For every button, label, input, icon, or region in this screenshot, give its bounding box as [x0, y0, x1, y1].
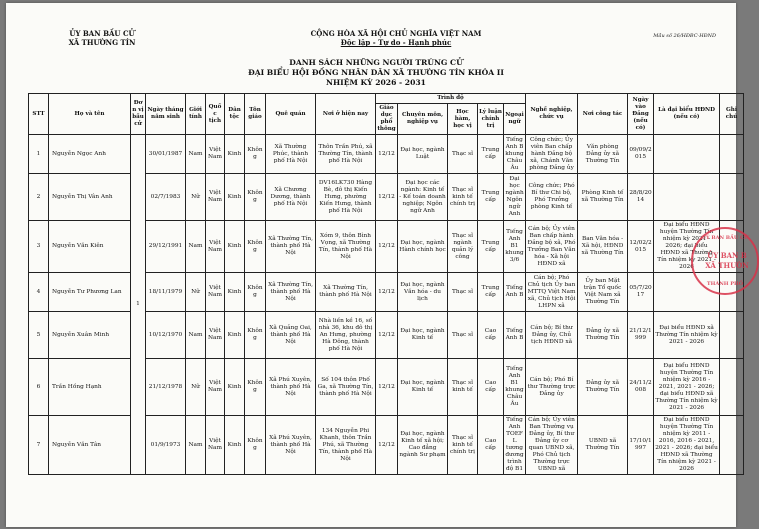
cell-hometown: Xã Thường Phúc, thành phố Hà Nội: [266, 135, 316, 174]
cell-degree: Thạc sĩ kinh tế chính trị: [448, 416, 478, 475]
cell-degree: Thạc sĩ ngành quản lý công: [448, 221, 478, 273]
title-line-2: ĐẠI BIỂU HỘI ĐỒNG NHÂN DÂN XÃ THƯỜNG TÍN KHÓA II: [248, 68, 504, 77]
col-political: Lý luận chính trị: [478, 104, 504, 135]
cell-ethnicity: Kinh: [225, 359, 245, 416]
header-row-1: [29, 94, 744, 104]
cell-occupation: Cán bộ; Bí thư Đảng ủy, Chủ tịch HĐND xã: [526, 312, 578, 359]
national-motto: [256, 29, 536, 47]
cell-dob: 21/12/1978: [146, 359, 186, 416]
cell-language: Tiếng Anh B khung Châu Âu: [504, 135, 526, 174]
cell-workplace: Đảng ủy xã Thường Tín: [578, 359, 628, 416]
cell-stt: 4: [29, 273, 49, 312]
cell-hometown: Xã Thường Tín, thành phố Hà Nội: [266, 221, 316, 273]
cell-party-date: 12/02/2015: [628, 221, 654, 273]
cell-delegate: [654, 174, 720, 221]
col-name: Họ và tên: [49, 94, 131, 135]
col-occupation: Nghề nghiệp, chức vụ: [526, 94, 578, 135]
cell-political: Trung cấp: [478, 135, 504, 174]
cell-occupation: Cán bộ; Ủy viên Ban Thường vụ Đảng ủy, Bí thư Đảng ủy cơ quan UBND xã, Phó Chủ tịch Thường trực UBND xã: [526, 416, 578, 475]
col-party-date: Ngày vào Đảng (nếu có): [628, 94, 654, 135]
cell-note: [720, 174, 744, 221]
cell-ethnicity: Kinh: [225, 174, 245, 221]
cell-workplace: Ủy ban Mặt trận Tổ quốc Việt Nam xã Thường Tín: [578, 273, 628, 312]
cell-residence: Thôn Trần Phú, xã Thường Tín, thành phố Hà Nội: [316, 135, 376, 174]
title-line-3: NHIỆM KỲ 2026 - 2031: [326, 78, 426, 87]
title-line-1: DANH SÁCH NHỮNG NGƯỜI TRÚNG CỬ: [289, 58, 463, 67]
col-unit: Đơn vị bầu cử: [131, 94, 146, 135]
col-nationality: Quốc tịch: [206, 94, 225, 135]
cell-religion: Không: [245, 416, 266, 475]
cell-gender: Nữ: [186, 174, 206, 221]
cell-residence: DV16LK730 Hàng Bè, đô thị Kiến Hưng, phường Kiến Hưng, thành phố Hà Nội: [316, 174, 376, 221]
cell-delegate: Đại biểu HĐND huyện Thường Tín nhiệm kỳ 2016 - 2021, 2021 - 2026; đại biểu HĐND xã Thường Tín nhiệm kỳ 2021 - 2026: [654, 359, 720, 416]
cell-general-edu: 12/12: [376, 312, 398, 359]
cell-hometown: Xã Chương Dương, thành phố Hà Nội: [266, 174, 316, 221]
cell-nationality: Việt Nam: [206, 174, 225, 221]
cell-workplace: Đảng ủy xã Thường Tín: [578, 312, 628, 359]
cell-political: Cao cấp: [478, 312, 504, 359]
cell-unit: 1: [131, 135, 146, 475]
cell-gender: Nam: [186, 221, 206, 273]
cell-workplace: Văn phòng Đảng ủy xã Thường Tín: [578, 135, 628, 174]
cell-ethnicity: Kinh: [225, 135, 245, 174]
col-delegate: Là đại biểu HĐND (nếu có): [654, 94, 720, 135]
cell-stt: 6: [29, 359, 49, 416]
cell-general-edu: 12/12: [376, 221, 398, 273]
cell-degree: Thạc sĩ kinh tế: [448, 359, 478, 416]
col-specialty: Chuyên môn, nghiệp vụ: [398, 104, 448, 135]
cell-residence: Nhà liền kề 16, số nhà 36, khu đô thị An Hưng, phường Hà Đông, thành phố Hà Nội: [316, 312, 376, 359]
cell-occupation: Cán bộ; Ủy viên Ban chấp hành Đảng bộ xã, Phó Trưởng Ban Văn hóa - Xã hội HĐND xã: [526, 221, 578, 273]
cell-dob: 01/9/1973: [146, 416, 186, 475]
cell-religion: Không: [245, 135, 266, 174]
cell-religion: Không: [245, 221, 266, 273]
cell-nationality: Việt Nam: [206, 135, 225, 174]
cell-general-edu: 12/12: [376, 273, 398, 312]
col-residence: Nơi ở hiện nay: [316, 94, 376, 135]
cell-degree: Thạc sĩ: [448, 135, 478, 174]
cell-degree: Thạc sĩ kinh tế chính trị: [448, 174, 478, 221]
cell-stt: 2: [29, 174, 49, 221]
cell-party-date: 21/12/1999: [628, 312, 654, 359]
cell-language: Tiếng Anh TOEFL tương đương trình độ B1: [504, 416, 526, 475]
cell-specialty: Đại học, ngành Hành chính học: [398, 221, 448, 273]
col-degree: Học hàm, học vị: [448, 104, 478, 135]
cell-specialty: Đại học, ngành Kinh tế: [398, 312, 448, 359]
cell-ethnicity: Kinh: [225, 416, 245, 475]
table-row: [29, 135, 744, 174]
cell-dob: 18/11/1979: [146, 273, 186, 312]
col-language: Ngoại ngữ: [504, 104, 526, 135]
cell-degree: Thạc sĩ: [448, 312, 478, 359]
document-title: [156, 58, 596, 88]
cell-residence: Xóm 9, thôn Bình Vọng, xã Thường Tín, thành phố Hà Nội: [316, 221, 376, 273]
cell-note: [720, 135, 744, 174]
cell-gender: Nam: [186, 416, 206, 475]
cell-specialty: Đại học, ngành Văn hóa - du lịch: [398, 273, 448, 312]
cell-name: Nguyễn Ngọc Anh: [49, 135, 131, 174]
form-code: Mẫu số 26/HĐBC-HĐND: [653, 33, 716, 39]
col-workplace: Nơi công tác: [578, 94, 628, 135]
cell-party-date: 05/7/2017: [628, 273, 654, 312]
cell-delegate: Đại biểu HĐND huyện Thường Tín nhiệm kỳ 2021 - 2026; đại biểu HĐND xã Thường Tín nhiệm kỳ 2021 - 2026: [654, 221, 720, 273]
cell-occupation: Cán bộ; Phó Bí thư Thường trực Đảng ủy: [526, 359, 578, 416]
cell-general-edu: 12/12: [376, 135, 398, 174]
cell-name: Nguyễn Tư Phương Lan: [49, 273, 131, 312]
cell-party-date: 24/11/2008: [628, 359, 654, 416]
winners-table: [28, 93, 744, 475]
cell-gender: Nữ: [186, 273, 206, 312]
cell-religion: Không: [245, 312, 266, 359]
cell-religion: Không: [245, 174, 266, 221]
cell-political: Cao cấp: [478, 359, 504, 416]
cell-delegate: [654, 135, 720, 174]
cell-nationality: Việt Nam: [206, 312, 225, 359]
cell-workplace: Ban Văn hóa - Xã hội, HĐND xã Thường Tín: [578, 221, 628, 273]
cell-delegate: Đại biểu HĐND huyện Thường Tín nhiệm kỳ 2011 - 2016, 2016 - 2021, 2021 - 2026; đại biểu HĐND xã Thường Tín nhiệm kỳ 2021 - 2026: [654, 416, 720, 475]
cell-language: Tiếng Anh B1 khung 3/6: [504, 221, 526, 273]
cell-name: Nguyễn Văn Kiên: [49, 221, 131, 273]
document-page: [6, 3, 749, 527]
cell-note: [720, 416, 744, 475]
cell-party-date: 09/09/2015: [628, 135, 654, 174]
cell-political: Trung cấp: [478, 221, 504, 273]
cell-gender: Nam: [186, 312, 206, 359]
cell-name: Nguyễn Văn Tân: [49, 416, 131, 475]
cell-language: Đại học ngành Ngôn ngữ Anh: [504, 174, 526, 221]
cell-political: Trung cấp: [478, 273, 504, 312]
cell-stt: 1: [29, 135, 49, 174]
cell-stt: 5: [29, 312, 49, 359]
cell-residence: Xã Thường Tín, thành phố Hà Nội: [316, 273, 376, 312]
cell-general-edu: 12/12: [376, 416, 398, 475]
cell-hometown: Xã Phú Xuyên, thành phố Hà Nội: [266, 416, 316, 475]
cell-specialty: Đại học các ngành: Kinh tế - Kế toán doanh nghiệp; Ngôn ngữ Anh: [398, 174, 448, 221]
cell-name: Nguyễn Xuân Minh: [49, 312, 131, 359]
cell-occupation: Cán bộ; Phó Chủ tịch Ủy ban MTTQ Việt Nam xã, Chủ tịch Hội LHPN xã: [526, 273, 578, 312]
cell-stt: 7: [29, 416, 49, 475]
issuing-org: [42, 29, 162, 47]
cell-note: [720, 359, 744, 416]
cell-stt: 3: [29, 221, 49, 273]
cell-ethnicity: Kinh: [225, 221, 245, 273]
cell-language: Tiếng Anh B: [504, 312, 526, 359]
official-seal: [691, 227, 759, 295]
cell-hometown: Xã Phú Xuyên, thành phố Hà Nội: [266, 359, 316, 416]
cell-specialty: Đại học, ngành Luật: [398, 135, 448, 174]
cell-nationality: Việt Nam: [206, 359, 225, 416]
cell-hometown: Xã Quảng Oai, thành phố Hà Nội: [266, 312, 316, 359]
cell-gender: Nam: [186, 135, 206, 174]
cell-religion: Không: [245, 359, 266, 416]
cell-hometown: Xã Thường Tín, thành phố Hà Nội: [266, 273, 316, 312]
cell-delegate: Đại biểu HĐND xã Thường Tín nhiệm kỳ 2021 - 2026: [654, 312, 720, 359]
cell-workplace: Phòng Kinh tế xã Thường Tín: [578, 174, 628, 221]
cell-degree: Thạc sĩ: [448, 273, 478, 312]
cell-nationality: Việt Nam: [206, 416, 225, 475]
cell-workplace: UBND xã Thường Tín: [578, 416, 628, 475]
col-general-edu: Giáo dục phổ thông: [376, 104, 398, 135]
col-dob: Ngày tháng năm sinh: [146, 94, 186, 135]
cell-name: Trần Hồng Hạnh: [49, 359, 131, 416]
cell-occupation: Công chức; Ủy viên Ban chấp hành Đảng bộ xã, Chánh Văn phòng Đảng ủy: [526, 135, 578, 174]
cell-dob: 02/7/1983: [146, 174, 186, 221]
col-education-group: Trình độ: [376, 94, 526, 104]
cell-occupation: Công chức; Phó Bí thư Chi bộ, Phó Trưởng phòng Kinh tế: [526, 174, 578, 221]
cell-ethnicity: Kinh: [225, 312, 245, 359]
cell-general-edu: 12/12: [376, 174, 398, 221]
cell-residence: 134 Nguyễn Phi Khanh, thôn Trần Phú, xã Thường Tín, thành phố Hà Nội: [316, 416, 376, 475]
seal-ring-text: UỶ BAN BẦU CỬ: [701, 235, 749, 241]
cell-language: Tiếng Anh B1 khung Châu Âu: [504, 359, 526, 416]
cell-name: Nguyễn Thị Vân Anh: [49, 174, 131, 221]
cell-gender: Nữ: [186, 359, 206, 416]
col-hometown: Quê quán: [266, 94, 316, 135]
nation-name: CỘNG HÒA XÃ HỘI CHỦ NGHĨA VIỆT NAM: [310, 29, 482, 38]
cell-party-date: 17/10/1997: [628, 416, 654, 475]
seal-ring-bottom-text: THÀNH PHỐ: [706, 281, 744, 287]
org-line-2: XÃ THƯỜNG TÍN: [68, 38, 136, 47]
org-line-1: ỦY BAN BẦU CỬ: [69, 29, 135, 38]
col-note: Ghi chú: [720, 94, 744, 135]
cell-ethnicity: Kinh: [225, 273, 245, 312]
cell-nationality: Việt Nam: [206, 221, 225, 273]
cell-political: Cao cấp: [478, 416, 504, 475]
cell-party-date: 28/8/2014: [628, 174, 654, 221]
cell-specialty: Đại học, ngành Kinh tế xã hội; Cao đẳng ngành Sư phạm: [398, 416, 448, 475]
cell-residence: Số 104 thôn Phố Ga, xã Thường Tín, thành phố Hà Nội: [316, 359, 376, 416]
cell-political: Trung cấp: [478, 174, 504, 221]
col-religion: Tôn giáo: [245, 94, 266, 135]
seal-center-line-2: XÃ THƯỜN: [705, 261, 749, 270]
col-ethnicity: Dân tộc: [225, 94, 245, 135]
cell-dob: 10/12/1970: [146, 312, 186, 359]
cell-general-edu: 12/12: [376, 359, 398, 416]
cell-note: [720, 312, 744, 359]
cell-language: Tiếng Anh B: [504, 273, 526, 312]
col-stt: STT: [29, 94, 49, 135]
nation-motto: Độc lập - Tự do - Hạnh phúc: [340, 38, 452, 47]
cell-religion: Không: [245, 273, 266, 312]
seal-center-line-1: ỦY BAN B: [707, 251, 747, 260]
cell-dob: 30/01/1987: [146, 135, 186, 174]
cell-specialty: Đại học, ngành Kinh tế: [398, 359, 448, 416]
col-gender: Giới tính: [186, 94, 206, 135]
cell-nationality: Việt Nam: [206, 273, 225, 312]
cell-dob: 29/12/1991: [146, 221, 186, 273]
